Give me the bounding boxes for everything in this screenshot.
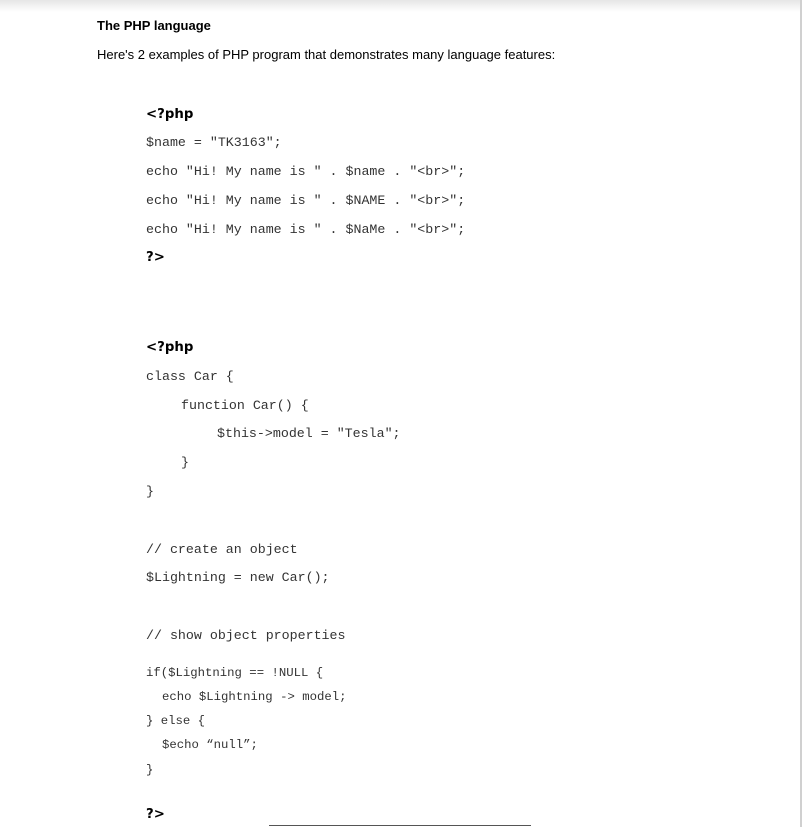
example2-create-line: $Lightning = new Car(); [146,570,330,585]
example2-open-tag: <?php [146,340,194,355]
example2-if-line: } [146,763,154,777]
example2-if-line: $echo “null”; [162,738,258,752]
page-title: The PHP language [97,18,211,33]
example1-close-tag: ?> [146,250,165,265]
footer-rule [269,825,531,826]
example1-code-line: echo "Hi! My name is " . $name . "<br>"; [146,164,466,179]
example2-class-line: function Car() { [181,398,309,413]
example1-code-line: $name = "TK3163"; [146,135,282,150]
example2-if-line: if($Lightning == !NULL { [146,666,324,680]
example2-close-tag: ?> [146,807,165,822]
example2-class-line: } [181,455,189,470]
example2-create-comment: // create an object [146,542,298,557]
page-top-shadow [0,0,802,12]
example2-show-comment: // show object properties [146,628,346,643]
intro-paragraph: Here's 2 examples of PHP program that demonstrates many language features: [97,47,556,62]
example2-class-line: $this->model = "Tesla"; [217,426,401,441]
example2-class-line: } [146,484,154,499]
example2-if-line: echo $Lightning -> model; [162,690,347,704]
example2-if-line: } else { [146,714,206,728]
example1-code-line: echo "Hi! My name is " . $NAME . "<br>"; [146,193,466,208]
example1-open-tag: <?php [146,107,194,122]
example1-code-line: echo "Hi! My name is " . $NaMe . "<br>"; [146,222,466,237]
example2-class-line: class Car { [146,369,234,384]
